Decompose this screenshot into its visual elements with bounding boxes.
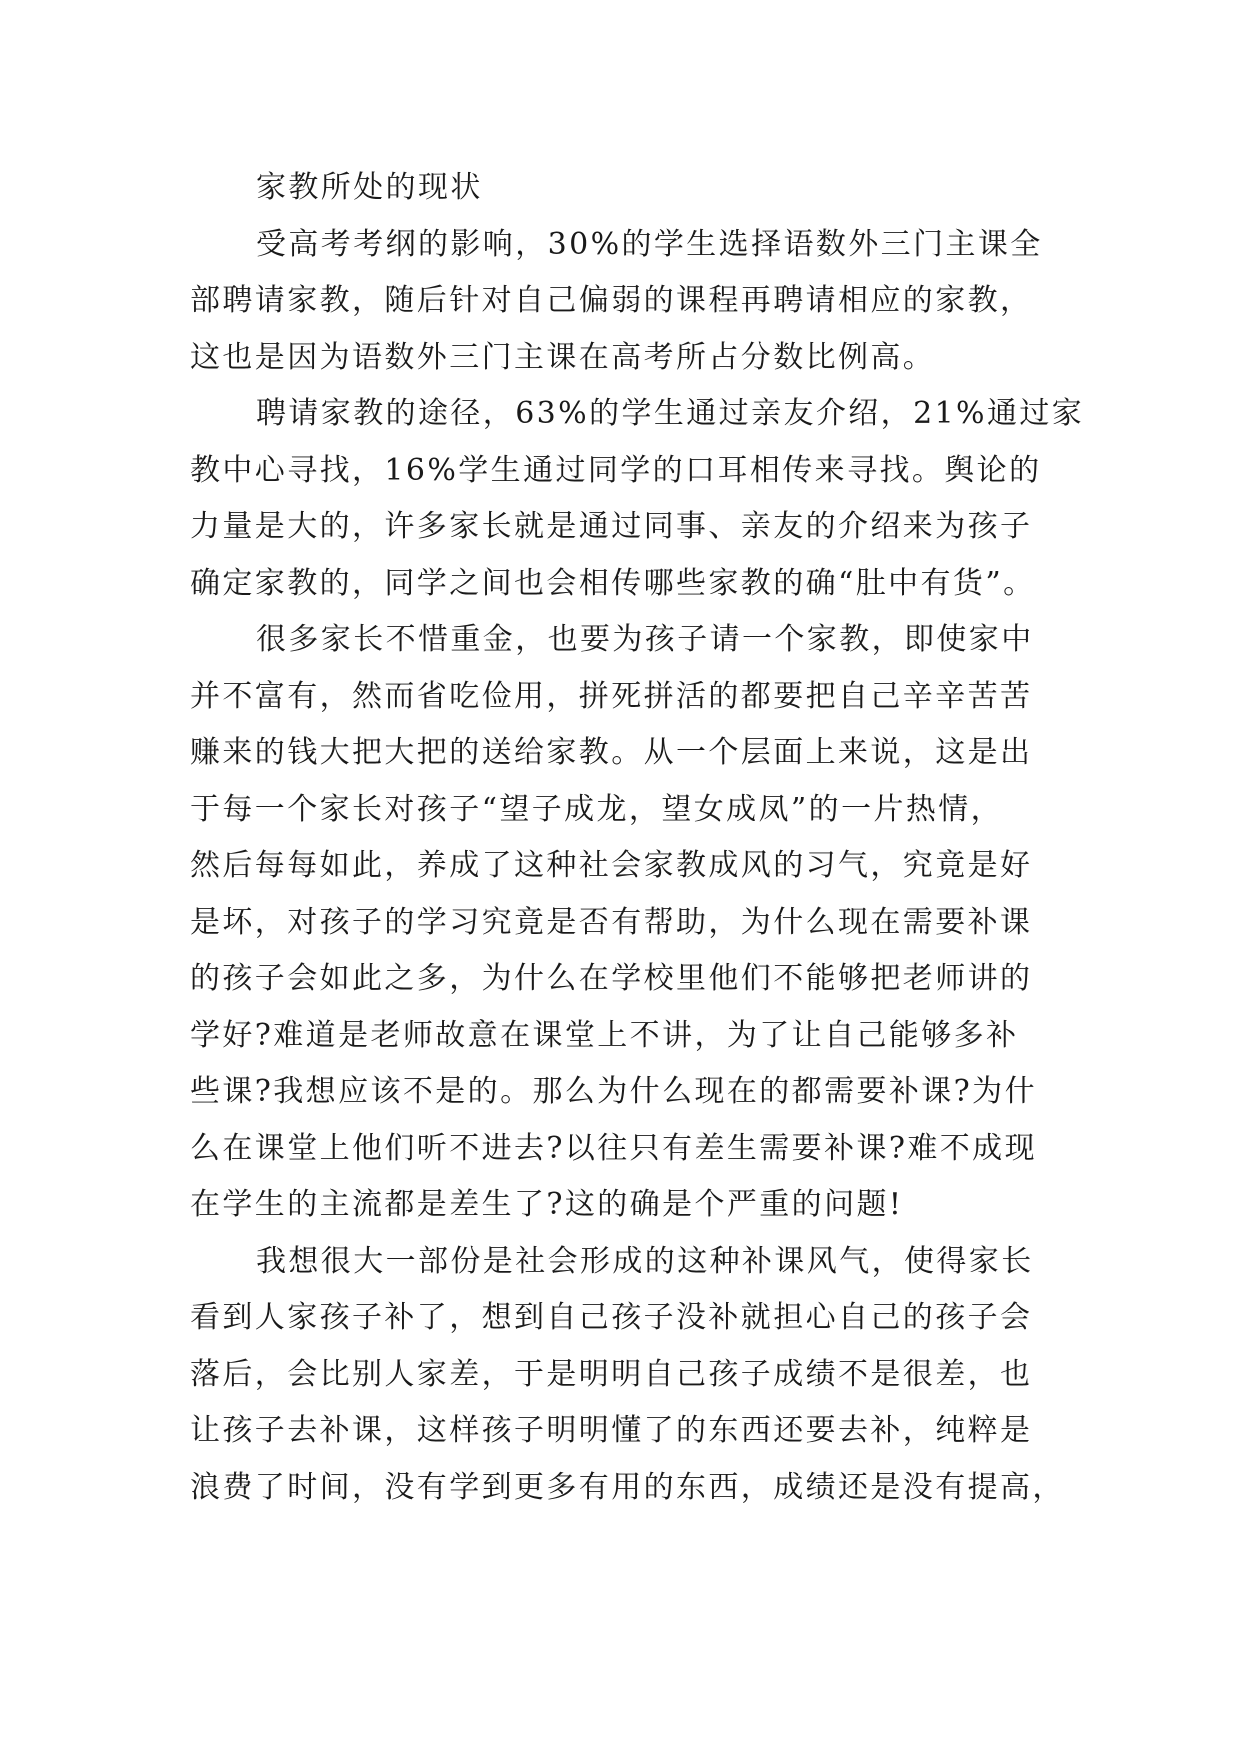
paragraph-line: 这也是因为语数外三门主课在高考所占分数比例高。 [190,339,936,375]
paragraph-line: 的孩子会如此之多，为什么在学校里他们不能够把老师讲的 [190,961,1033,996]
paragraph-line: 聘请家教的途径，63%的学生通过亲友介绍，21%通过家 [256,396,1085,431]
section-heading: 家教所处的现状 [256,170,483,205]
document-body [190,160,1085,1516]
paragraph-line: 落后，会比别人家差，于是明明自己孩子成绩不是很差，也 [190,1356,1033,1392]
paragraph-line: 浪费了时间，没有学到更多有用的东西，成绩还是没有提高， [190,1469,1065,1505]
paragraph-line: 么在课堂上他们听不进去?以往只有差生需要补课?难不成现 [190,1130,1037,1166]
paragraph-line: 很多家长不惜重金，也要为孩子请一个家教，即使家中 [256,622,1034,657]
paragraph-line: 教中心寻找，16%学生通过同学的口耳相传来寻找。舆论的 [190,452,1042,488]
paragraph-line: 学好?难道是老师故意在课堂上不讲，为了让自己能够多补 [190,1017,1019,1053]
paragraph-line: 些课?我想应该不是的。那么为什么现在的都需要补课?为什 [190,1074,1037,1109]
paragraph-line: 我想很大一部份是社会形成的这种补课风气，使得家长 [256,1243,1034,1279]
paragraph-line: 在学生的主流都是差生了?这的确是个严重的问题! [190,1187,904,1222]
paragraph-line: 并不富有，然而省吃俭用，拼死拼活的都要把自己辛辛苦苦 [190,678,1033,714]
paragraph-line: 部聘请家教，随后针对自己偏弱的课程再聘请相应的家教， [190,283,1033,318]
paragraph-line: 是坏，对孩子的学习究竟是否有帮助，为什么现在需要补课 [190,904,1033,940]
paragraph-line: 然后每每如此，养成了这种社会家教成风的习气，究竟是好 [190,848,1033,883]
paragraph-line: 于每一个家长对孩子“望子成龙，望女成凤”的一片热情， [190,791,1004,827]
paragraph-line: 确定家教的，同学之间也会相传哪些家教的确“肚中有货”。 [190,565,1036,601]
paragraph-line: 赚来的钱大把大把的送给家教。从一个层面上来说，这是出 [190,735,1033,770]
paragraph-line: 让孩子去补课，这样孩子明明懂了的东西还要去补，纯粹是 [190,1413,1033,1448]
paragraph-line: 受高考考纲的影响，30%的学生选择语数外三门主课全 [256,226,1043,262]
paragraph-line: 力量是大的，许多家长就是通过同事、亲友的介绍来为孩子 [190,509,1033,544]
paragraph-line: 看到人家孩子补了，想到自己孩子没补就担心自己的孩子会 [190,1300,1033,1335]
